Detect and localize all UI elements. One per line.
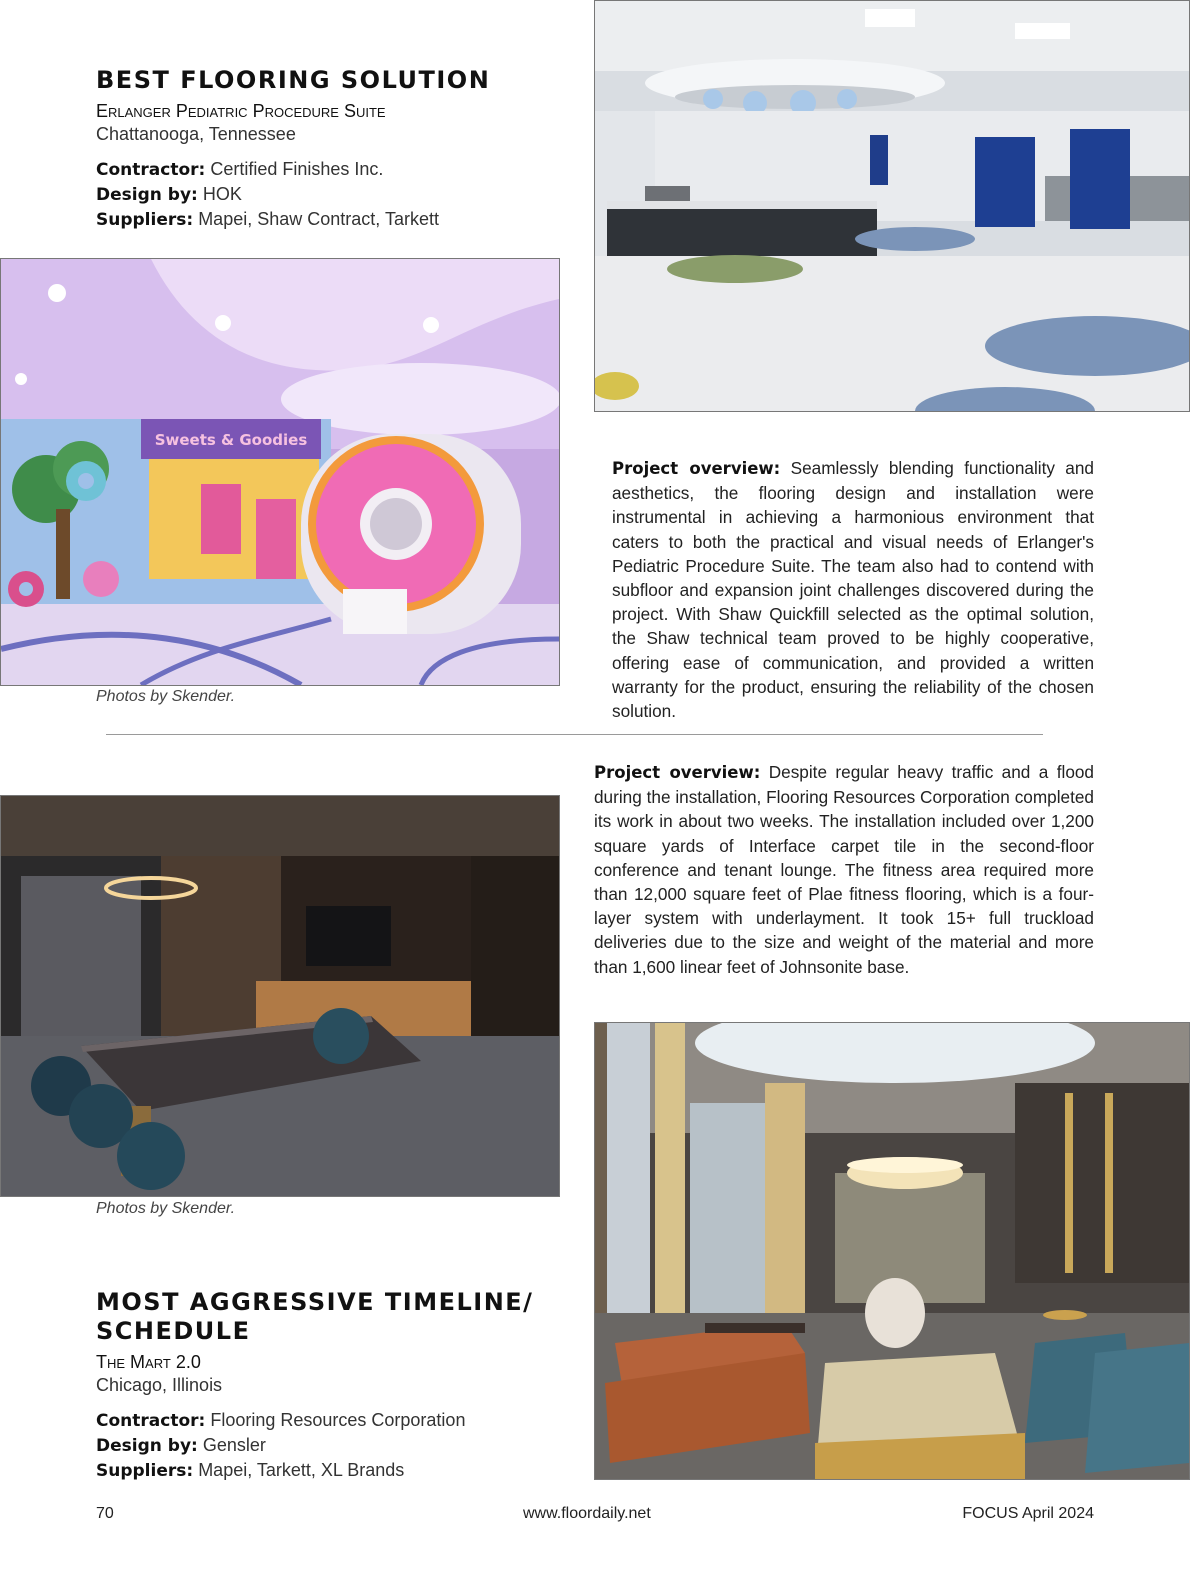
- section2-header: [96, 1288, 556, 1483]
- section1-photo-credit: Photos by Skender.: [96, 688, 236, 705]
- section2-overview-label: Project overview:: [594, 763, 761, 782]
- section1-location: Chattanooga, Tennessee: [96, 124, 296, 144]
- section2-photo-credit: Photos by Skender.: [96, 1200, 236, 1217]
- lounge-photo: [594, 1022, 1190, 1480]
- section1-credits: [96, 157, 556, 232]
- section2-designer: Design by: Gensler: [96, 1435, 266, 1456]
- section2-project-name: The Mart 2.0: [96, 1352, 201, 1372]
- section1-header: [96, 66, 556, 232]
- section1-contractor: Contractor: Certified Finishes Inc.: [96, 159, 384, 180]
- section1-overview-text: Seamlessly blending functionality and aesthetics, the flooring design and installation were instrumental in achieving a harmonious environment that caters to both the practical and visual needs of Erlanger's Pediatric Procedure Suite. The team also had to contend with subfloor and expansion joint challenges discovered during the project. With Shaw Quickfill selected as the optimal solution, the Shaw technical team proved to be highly cooperative, offering ease of communication, and provided a written warranty for the product, ensuring the reliability of the chosen solution.: [612, 458, 1094, 722]
- section1-overview-label: Project overview:: [612, 459, 781, 478]
- mural-sign-text: Sweets & Goodies: [154, 431, 308, 449]
- page-number: 70: [96, 1505, 114, 1522]
- section2-credits: [96, 1408, 556, 1483]
- section-divider: [106, 734, 1043, 735]
- section2-heading: MOST AGGRESSIVE TIMELINE/ SCHEDULE: [96, 1288, 534, 1345]
- section2-location: Chicago, Illinois: [96, 1375, 223, 1395]
- section1-suppliers: Suppliers: Mapei, Shaw Contract, Tarkett: [96, 209, 439, 230]
- website-url[interactable]: www.floordaily.net: [523, 1505, 651, 1522]
- nurse-station-photo: [594, 0, 1190, 412]
- section2-overview-text: Despite regular heavy traffic and a flood during the installation, Flooring Resources Corporation completed its work in about two weeks. The installation included over 1,200 square yards of Interface carpet tile in the second-floor conference and tenant lounge. The fitness area required more than 12,000 square feet of Plae fitness flooring, which is a four-layer system with underlayment. It took 15+ full truckload deliveries due to the size and weight of the material and more than 1,600 linear feet of Johnsonite base.: [594, 762, 1094, 977]
- issue-label: FOCUS April 2024: [962, 1505, 1094, 1522]
- section1-overview: [612, 456, 1094, 723]
- section2-overview-paragraph: [594, 760, 1094, 979]
- conference-room-photo: [0, 795, 560, 1197]
- section1-designer: Design by: HOK: [96, 184, 242, 205]
- section1-project-name: Erlanger Pediatric Procedure Suite: [96, 101, 386, 121]
- section2-contractor: Contractor: Flooring Resources Corporation: [96, 1410, 466, 1431]
- section1-heading: BEST FLOORING SOLUTION: [96, 66, 491, 94]
- section2-suppliers: Suppliers: Mapei, Tarkett, XL Brands: [96, 1460, 405, 1481]
- section2-overview: [594, 760, 1094, 979]
- mri-room-photo: [0, 258, 560, 686]
- section1-overview-paragraph: [612, 456, 1094, 723]
